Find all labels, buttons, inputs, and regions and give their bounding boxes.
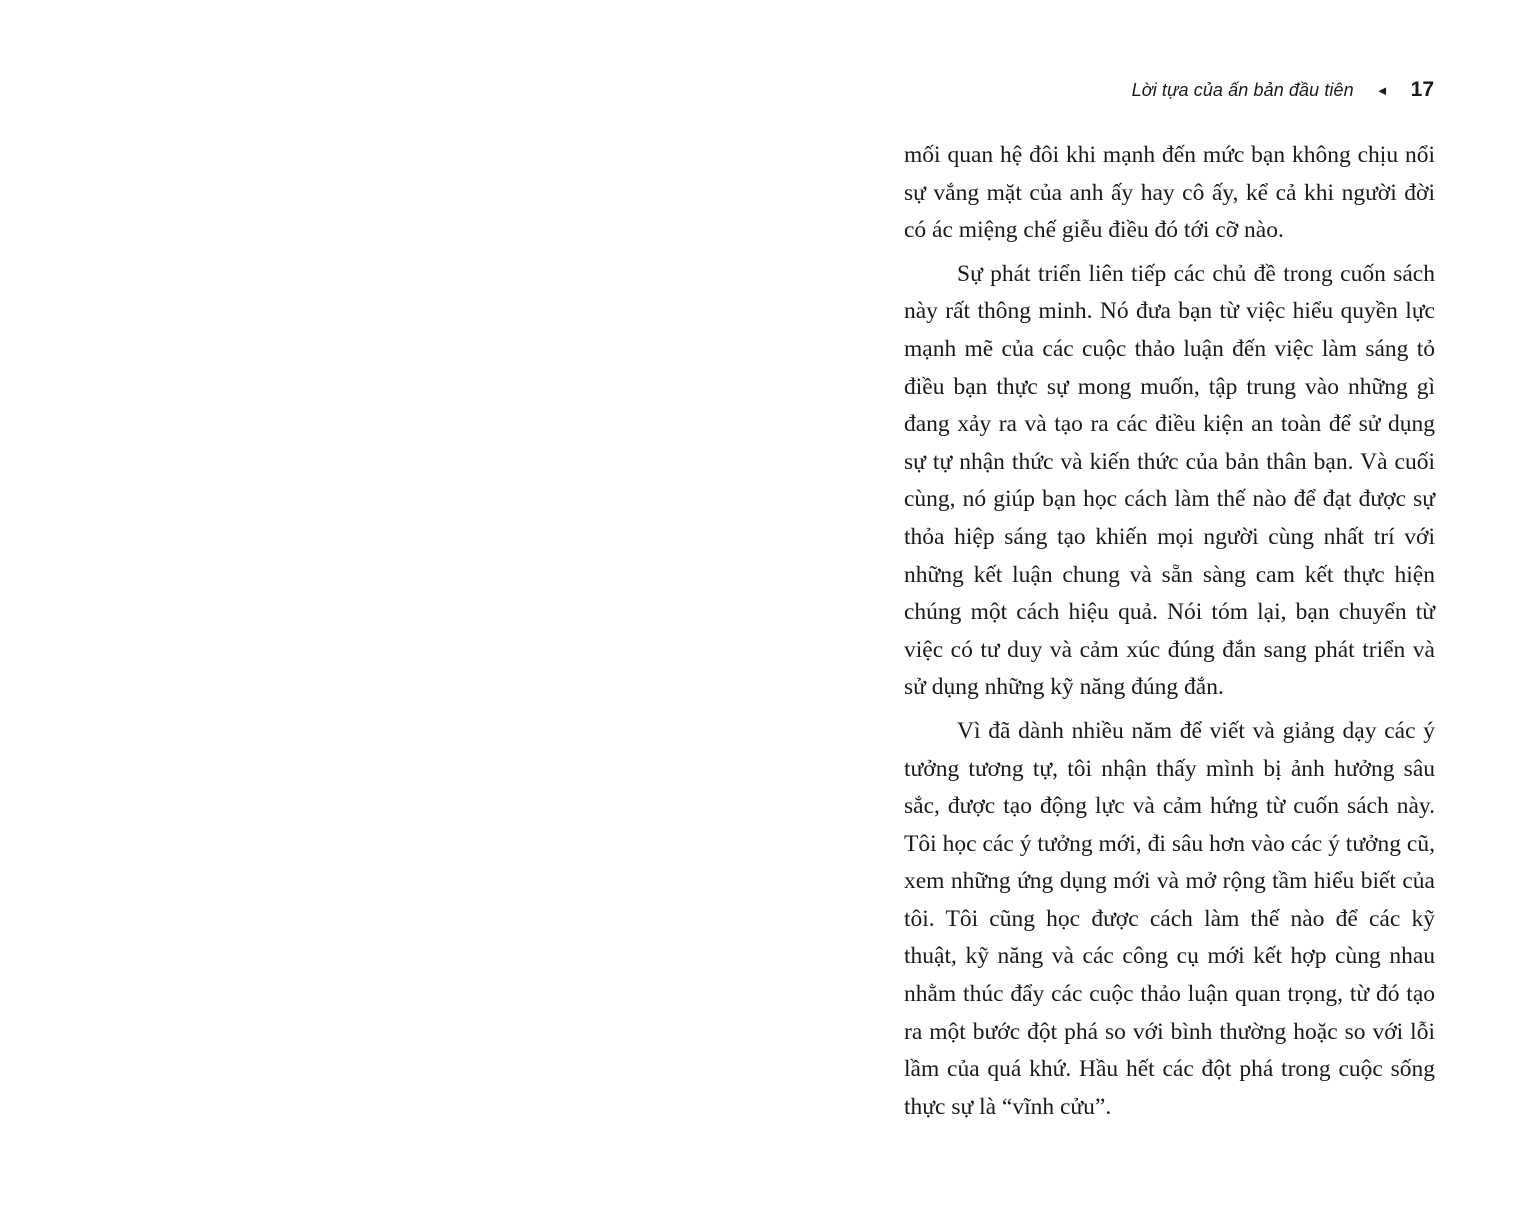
body-text bbox=[904, 137, 1435, 1132]
paragraph: Vì đã dành nhiều năm để viết và giảng dạy các ý tưởng tương tự, tôi nhận thấy mình bị ảnh hưởng sâu sắc, được tạo động lực và cảm hứng từ cuốn sách này. Tôi học các ý tưởng mới, đi sâu hơn vào các ý tưởng cũ, xem những ứng dụng mới và mở rộng tầm hiểu biết của tôi. Tôi cũng học được cách làm thế nào để các kỹ thuật, kỹ năng và các công cụ mới kết hợp cùng nhau nhằm thúc đẩy các cuộc thảo luận quan trọng, từ đó tạo ra một bước đột phá so với bình thường hoặc so với lỗi lầm của quá khứ. Hầu hết các đột phá trong cuộc sống thực sự là “vĩnh cửu”. bbox=[904, 717, 1435, 1120]
paragraph: mối quan hệ đôi khi mạnh đến mức bạn không chịu nổi sự vắng mặt của anh ấy hay cô ấy, kể cả khi người đời có ác miệng chế giễu điều đó tới cỡ nào. bbox=[904, 142, 1435, 244]
chapter-title: Lời tựa của ấn bản đầu tiên bbox=[1131, 79, 1354, 100]
running-header bbox=[1132, 78, 1434, 102]
page-number: 17 bbox=[1410, 78, 1434, 101]
left-arrow-icon: ◄ bbox=[1375, 82, 1389, 98]
paragraph: Sự phát triển liên tiếp các chủ đề trong cuốn sách này rất thông minh. Nó đưa bạn từ việc hiểu quyền lực mạnh mẽ của các cuộc thảo luận đến việc làm sáng tỏ điều bạn thực sự mong muốn, tập trung vào những gì đang xảy ra và tạo ra các điều kiện an toàn để sử dụng sự tự nhận thức và kiến thức của bản thân bạn. Và cuối cùng, nó giúp bạn học cách làm thế nào để đạt được sự thỏa hiệp sáng tạo khiến mọi người cùng nhất trí với những kết luận chung và sẵn sàng cam kết thực hiện chúng một cách hiệu quả. Nói tóm lại, bạn chuyển từ việc có tư duy và cảm xúc đúng đắn sang phát triển và sử dụng những kỹ năng đúng đắn. bbox=[904, 260, 1435, 701]
